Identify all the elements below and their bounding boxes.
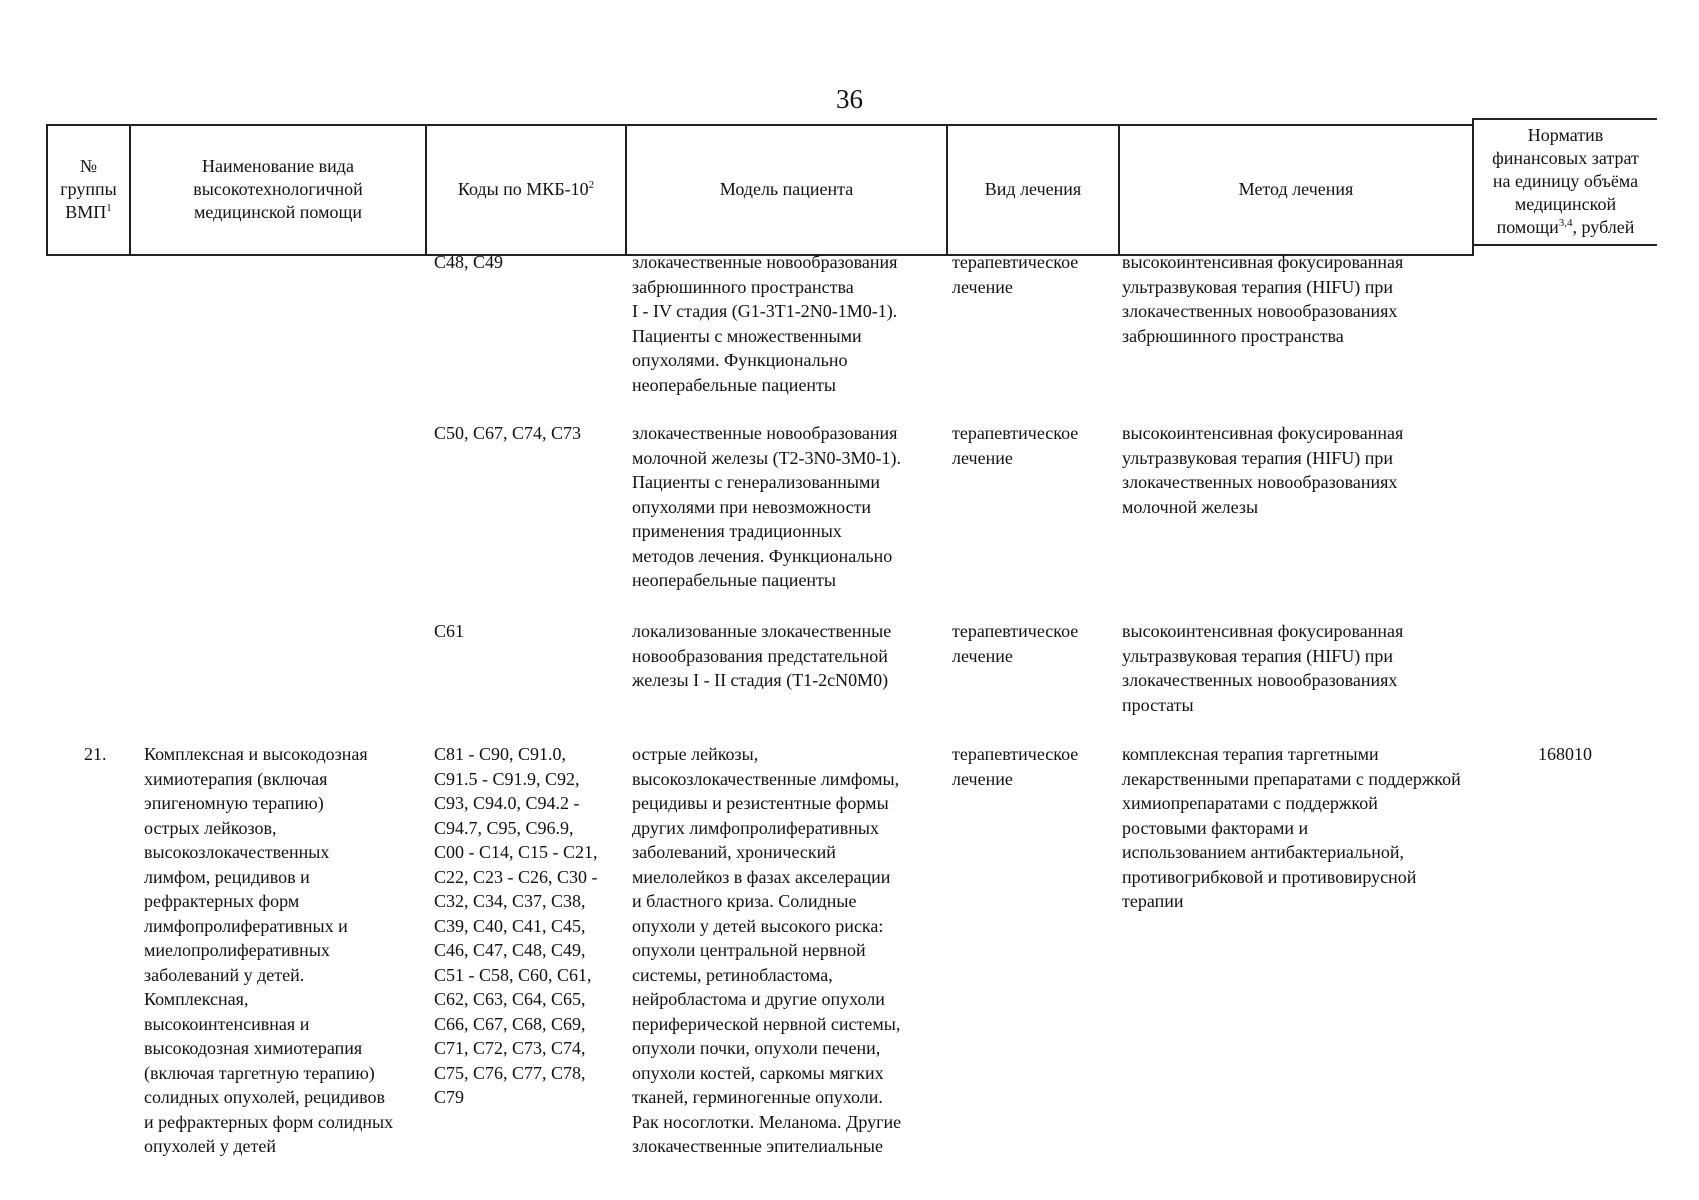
row-4-treatment-type: терапевтическое лечение	[952, 744, 1079, 789]
row-3-treatment-type: терапевтическое лечение	[952, 621, 1079, 666]
row-2-patient-model: злокачественные новообразования молочной железы (T2-3N0-3M0-1). Пациенты с генерализованными опухолями при невозможности применения традиционных методов лечения. Функционально неоперабельные пациенты	[632, 423, 902, 590]
header-cost-norm: Норматив финансовых затрат на единицу объёма медицинской помощи$^{3,4}$, рублей	[1492, 124, 1639, 237]
row-3-treatment-method: высокоинтенсивная фокусированная ультразвуковая терапия (HIFU) при злокачественных новообразованиях простаты	[1122, 621, 1404, 715]
header-treatment-type: Вид лечения	[984, 178, 1082, 199]
row-3-patient-model: локализованные злокачественные новообразования предстательной железы I - II стадия (T1-2cN0M0)	[632, 621, 892, 690]
header-care-type: Наименование вида высокотехнологичной медицинской помощи	[193, 155, 363, 222]
header-treatment-method: Метод лечения	[1238, 178, 1354, 199]
header-group-number: № группы ВМП$^1$	[60, 155, 117, 222]
row-1-codes: C48, C49	[434, 252, 504, 272]
header-patient-model: Модель пациента	[719, 178, 854, 199]
row-1-treatment-type: терапевтическое лечение	[952, 252, 1079, 297]
row-4-treatment-method: комплексная терапия таргетными лекарственными препаратами с поддержкой химиопрепаратами с поддержкой ростовыми факторами и использованием антибактериальной, противогрибковой и противовирусной терапии	[1122, 744, 1461, 911]
row-1-patient-model: злокачественные новообразования забрюшинного пространства I - IV стадия (G1-3T1-2N0-1M0-1). Пациенты с множественными опухолями. Функционально неоперабельные пациенты	[632, 252, 898, 395]
header-bottom-border	[1472, 244, 1657, 246]
row-4-codes: C81 - C90, C91.0, C91.5 - C91.9, C92, C93, C94.0, C94.2 - C94.7, C95, C96.9, C00 - C14, C15 - C21, C22, C23 - C26, C30 - C32, C34, C37, C38, C39, C40, C41, C45, C46, C47, C48, C49, C51 - C58, C60, C61, C62, C63, C64, C65, C66, C67, C68, C69, C71, C72, C73, C74, C75, C76, C77, C78, C79	[434, 744, 598, 1107]
row-4-care-type: Комплексная и высокодозная химиотерапия (включая эпигеномную терапию) острых лейкозов, высокозлокачественных лимфом, рецидивов и рефрактерных форм лимфопролиферативных и миелопролиферативных заболеваний у детей. Комплексная, высокоинтенсивная и высокодозная химиотерапия (включая таргетную терапию) солидных опухолей, рецидивов и рефрактерных форм солидных опухолей у детей	[144, 744, 394, 1156]
row-3-codes: C61	[434, 621, 465, 641]
row-2-treatment-type: терапевтическое лечение	[952, 423, 1079, 468]
page-number: 36	[836, 84, 863, 114]
row-2-codes: C50, C67, C74, C73	[434, 423, 582, 443]
header-icd-codes: Коды по МКБ-$10^2$	[457, 178, 595, 199]
row-4-group-number: 21.	[84, 744, 107, 764]
row-2-treatment-method: высокоинтенсивная фокусированная ультразвуковая терапия (HIFU) при злокачественных новообразованиях молочной железы	[1122, 423, 1404, 517]
row-1-treatment-method: высокоинтенсивная фокусированная ультразвуковая терапия (HIFU) при злокачественных новообразованиях забрюшинного пространства	[1122, 252, 1404, 346]
row-4-cost-norm: 168010	[1538, 744, 1592, 764]
row-4-patient-model: острые лейкозы, высокозлокачественные лимфомы, рецидивы и резистентные формы других лимфопролиферативных заболеваний, хронический миелолейкоз в фазах акселерации и бластного криза. Солидные опухоли у детей высокого риска: опухоли центральной нервной системы, ретинобластома, нейробластома и другие опухоли периферической нервной системы, опухоли почки, опухоли печени, опухоли костей, саркомы мягких тканей, герминогенные опухоли. Рак носоглотки. Меланома. Другие злокачественные эпителиальные	[632, 744, 902, 1156]
